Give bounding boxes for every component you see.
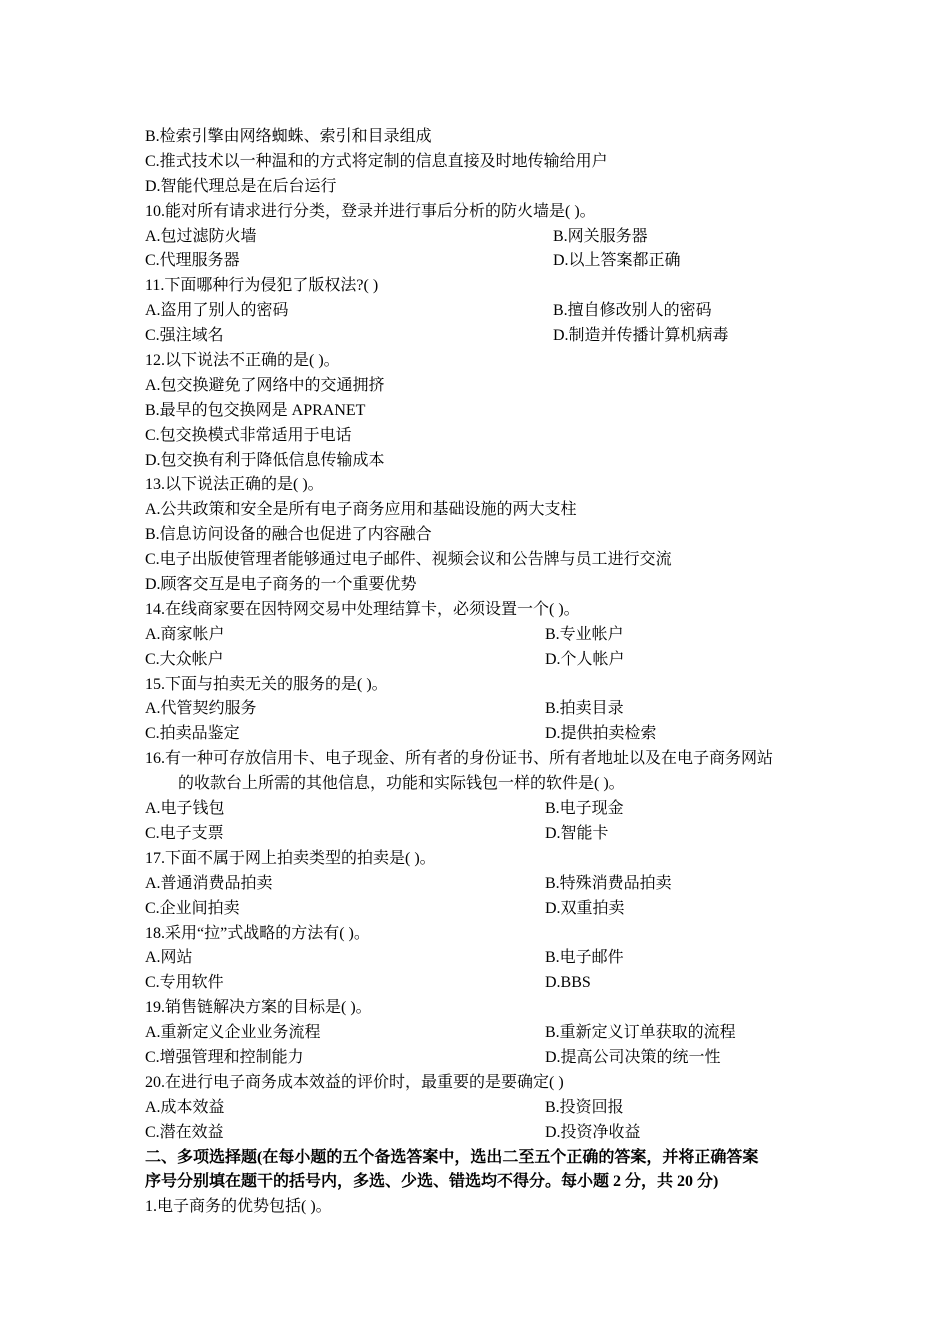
q10-option-b: B.网关服务器	[553, 227, 648, 245]
q13-option-d: D.顾客交互是电子商务的一个重要优势	[145, 576, 417, 594]
q15-options-row2	[145, 722, 825, 747]
q16-option-a: A.电子钱包	[145, 800, 225, 818]
q16-option-b: B.电子现金	[545, 800, 624, 818]
q20-option-b: B.投资回报	[545, 1098, 624, 1116]
q20-option-a: A.成本效益	[145, 1098, 225, 1116]
q16-options-row2	[145, 822, 825, 847]
q14-option-b: B.专业帐户	[545, 625, 624, 643]
q19-stem: 19.销售链解决方案的目标是( )。	[145, 999, 372, 1017]
q19-options-row1	[145, 1021, 825, 1046]
q16-option-c: C.电子支票	[145, 824, 224, 842]
q18-option-d: D.BBS	[545, 974, 591, 992]
q11-option-c: C.强注域名	[145, 327, 224, 345]
q10-option-a: A.包过滤防火墙	[145, 227, 257, 245]
q13-option-b: B.信息访问设备的融合也促进了内容融合	[145, 526, 432, 544]
q12-option-c: C.包交换模式非常适用于电话	[145, 426, 352, 444]
q10-option-d: D.以上答案都正确	[553, 252, 681, 270]
q13-option-a: A.公共政策和安全是所有电子商务应用和基础设施的两大支柱	[145, 501, 577, 519]
q19-options-row2	[145, 1046, 825, 1071]
q10-option-c: C.代理服务器	[145, 252, 240, 270]
q17-option-b: B.特殊消费品拍卖	[545, 874, 672, 892]
q20-stem: 20.在进行电子商务成本效益的评价时，最重要的是要确定( )	[145, 1073, 564, 1091]
q18-option-c: C.专用软件	[145, 974, 224, 992]
q19-option-c: C.增强管理和控制能力	[145, 1048, 304, 1066]
q14-options-row1	[145, 623, 825, 648]
q14-options-row2	[145, 648, 825, 673]
q17-options-row1	[145, 872, 825, 897]
q11-option-a: A.盗用了别人的密码	[145, 302, 289, 320]
q20-options-row1	[145, 1096, 825, 1121]
q14-option-d: D.个人帐户	[545, 650, 625, 668]
q20-options-row2	[145, 1121, 825, 1146]
q15-stem: 15.下面与拍卖无关的服务的是( )。	[145, 675, 388, 693]
q10-options-row1	[145, 225, 825, 250]
q19-option-d: D.提高公司决策的统一性	[545, 1048, 721, 1066]
q10-stem: 10.能对所有请求进行分类，登录并进行事后分析的防火墙是( )。	[145, 202, 596, 220]
q13-option-c: C.电子出版使管理者能够通过电子邮件、视频会议和公告牌与员工进行交流	[145, 551, 672, 569]
q15-option-a: A.代管契约服务	[145, 700, 257, 718]
q11-option-d: D.制造并传播计算机病毒	[553, 327, 729, 345]
section-2-heading-line1: 二、多项选择题(在每小题的五个备选答案中，选出二至五个正确的答案，并将正确答案	[145, 1148, 759, 1166]
q9-option-c: C.推式技术以一种温和的方式将定制的信息直接及时地传输给用户	[145, 152, 608, 170]
q13-stem: 13.以下说法正确的是( )。	[145, 476, 324, 494]
q14-option-a: A.商家帐户	[145, 625, 225, 643]
q19-option-a: A.重新定义企业业务流程	[145, 1024, 321, 1042]
q14-option-c: C.大众帐户	[145, 650, 224, 668]
q17-stem: 17.下面不属于网上拍卖类型的拍卖是( )。	[145, 849, 436, 867]
q15-option-c: C.拍卖品鉴定	[145, 725, 240, 743]
q18-option-a: A.网站	[145, 949, 193, 967]
section-2-heading-line2: 序号分别填在题干的括号内，多选、少选、错选均不得分。每小题 2 分，共 20 分)	[145, 1173, 719, 1191]
q12-option-a: A.包交换避免了网络中的交通拥挤	[145, 376, 385, 394]
q17-option-a: A.普通消费品拍卖	[145, 874, 273, 892]
q9-option-d: D.智能代理总是在后台运行	[145, 177, 337, 195]
q16-option-d: D.智能卡	[545, 824, 609, 842]
q11-option-b: B.擅自修改别人的密码	[553, 302, 712, 320]
q18-options-row1	[145, 946, 825, 971]
q20-option-d: D.投资净收益	[545, 1123, 641, 1141]
q17-options-row2	[145, 897, 825, 922]
q16-stem-line2: 的收款台上所需的其他信息，功能和实际钱包一样的软件是( )。	[178, 775, 625, 793]
q20-option-c: C.潜在效益	[145, 1123, 224, 1141]
q12-stem: 12.以下说法不正确的是( )。	[145, 352, 340, 370]
q14-stem: 14.在线商家要在因特网交易中处理结算卡，必须设置一个( )。	[145, 600, 580, 618]
q11-stem: 11.下面哪种行为侵犯了版权法?( )	[145, 277, 379, 295]
q11-options-row1	[145, 299, 825, 324]
q17-option-c: C.企业间拍卖	[145, 899, 240, 917]
q15-option-b: B.拍卖目录	[545, 700, 624, 718]
q9-option-b: B.检索引擎由网络蜘蛛、索引和目录组成	[145, 128, 432, 145]
q18-stem: 18.采用“拉”式战略的方法有( )。	[145, 924, 370, 942]
q19-option-b: B.重新定义订单获取的流程	[545, 1024, 736, 1042]
exam-content	[145, 125, 825, 1220]
q10-options-row2	[145, 249, 825, 274]
q11-options-row2	[145, 324, 825, 349]
q15-option-d: D.提供拍卖检索	[545, 725, 657, 743]
q18-options-row2	[145, 971, 825, 996]
q18-option-b: B.电子邮件	[545, 949, 624, 967]
q12-option-d: D.包交换有利于降低信息传输成本	[145, 451, 385, 469]
q16-options-row1	[145, 797, 825, 822]
m1-stem: 1.电子商务的优势包括( )。	[145, 1198, 332, 1216]
q16-stem-line1: 16.有一种可存放信用卡、电子现金、所有者的身份证书、所有者地址以及在电子商务网站	[145, 750, 774, 768]
q15-options-row1	[145, 697, 825, 722]
q17-option-d: D.双重拍卖	[545, 899, 625, 917]
q12-option-b: B.最早的包交换网是 APRANET	[145, 401, 366, 419]
